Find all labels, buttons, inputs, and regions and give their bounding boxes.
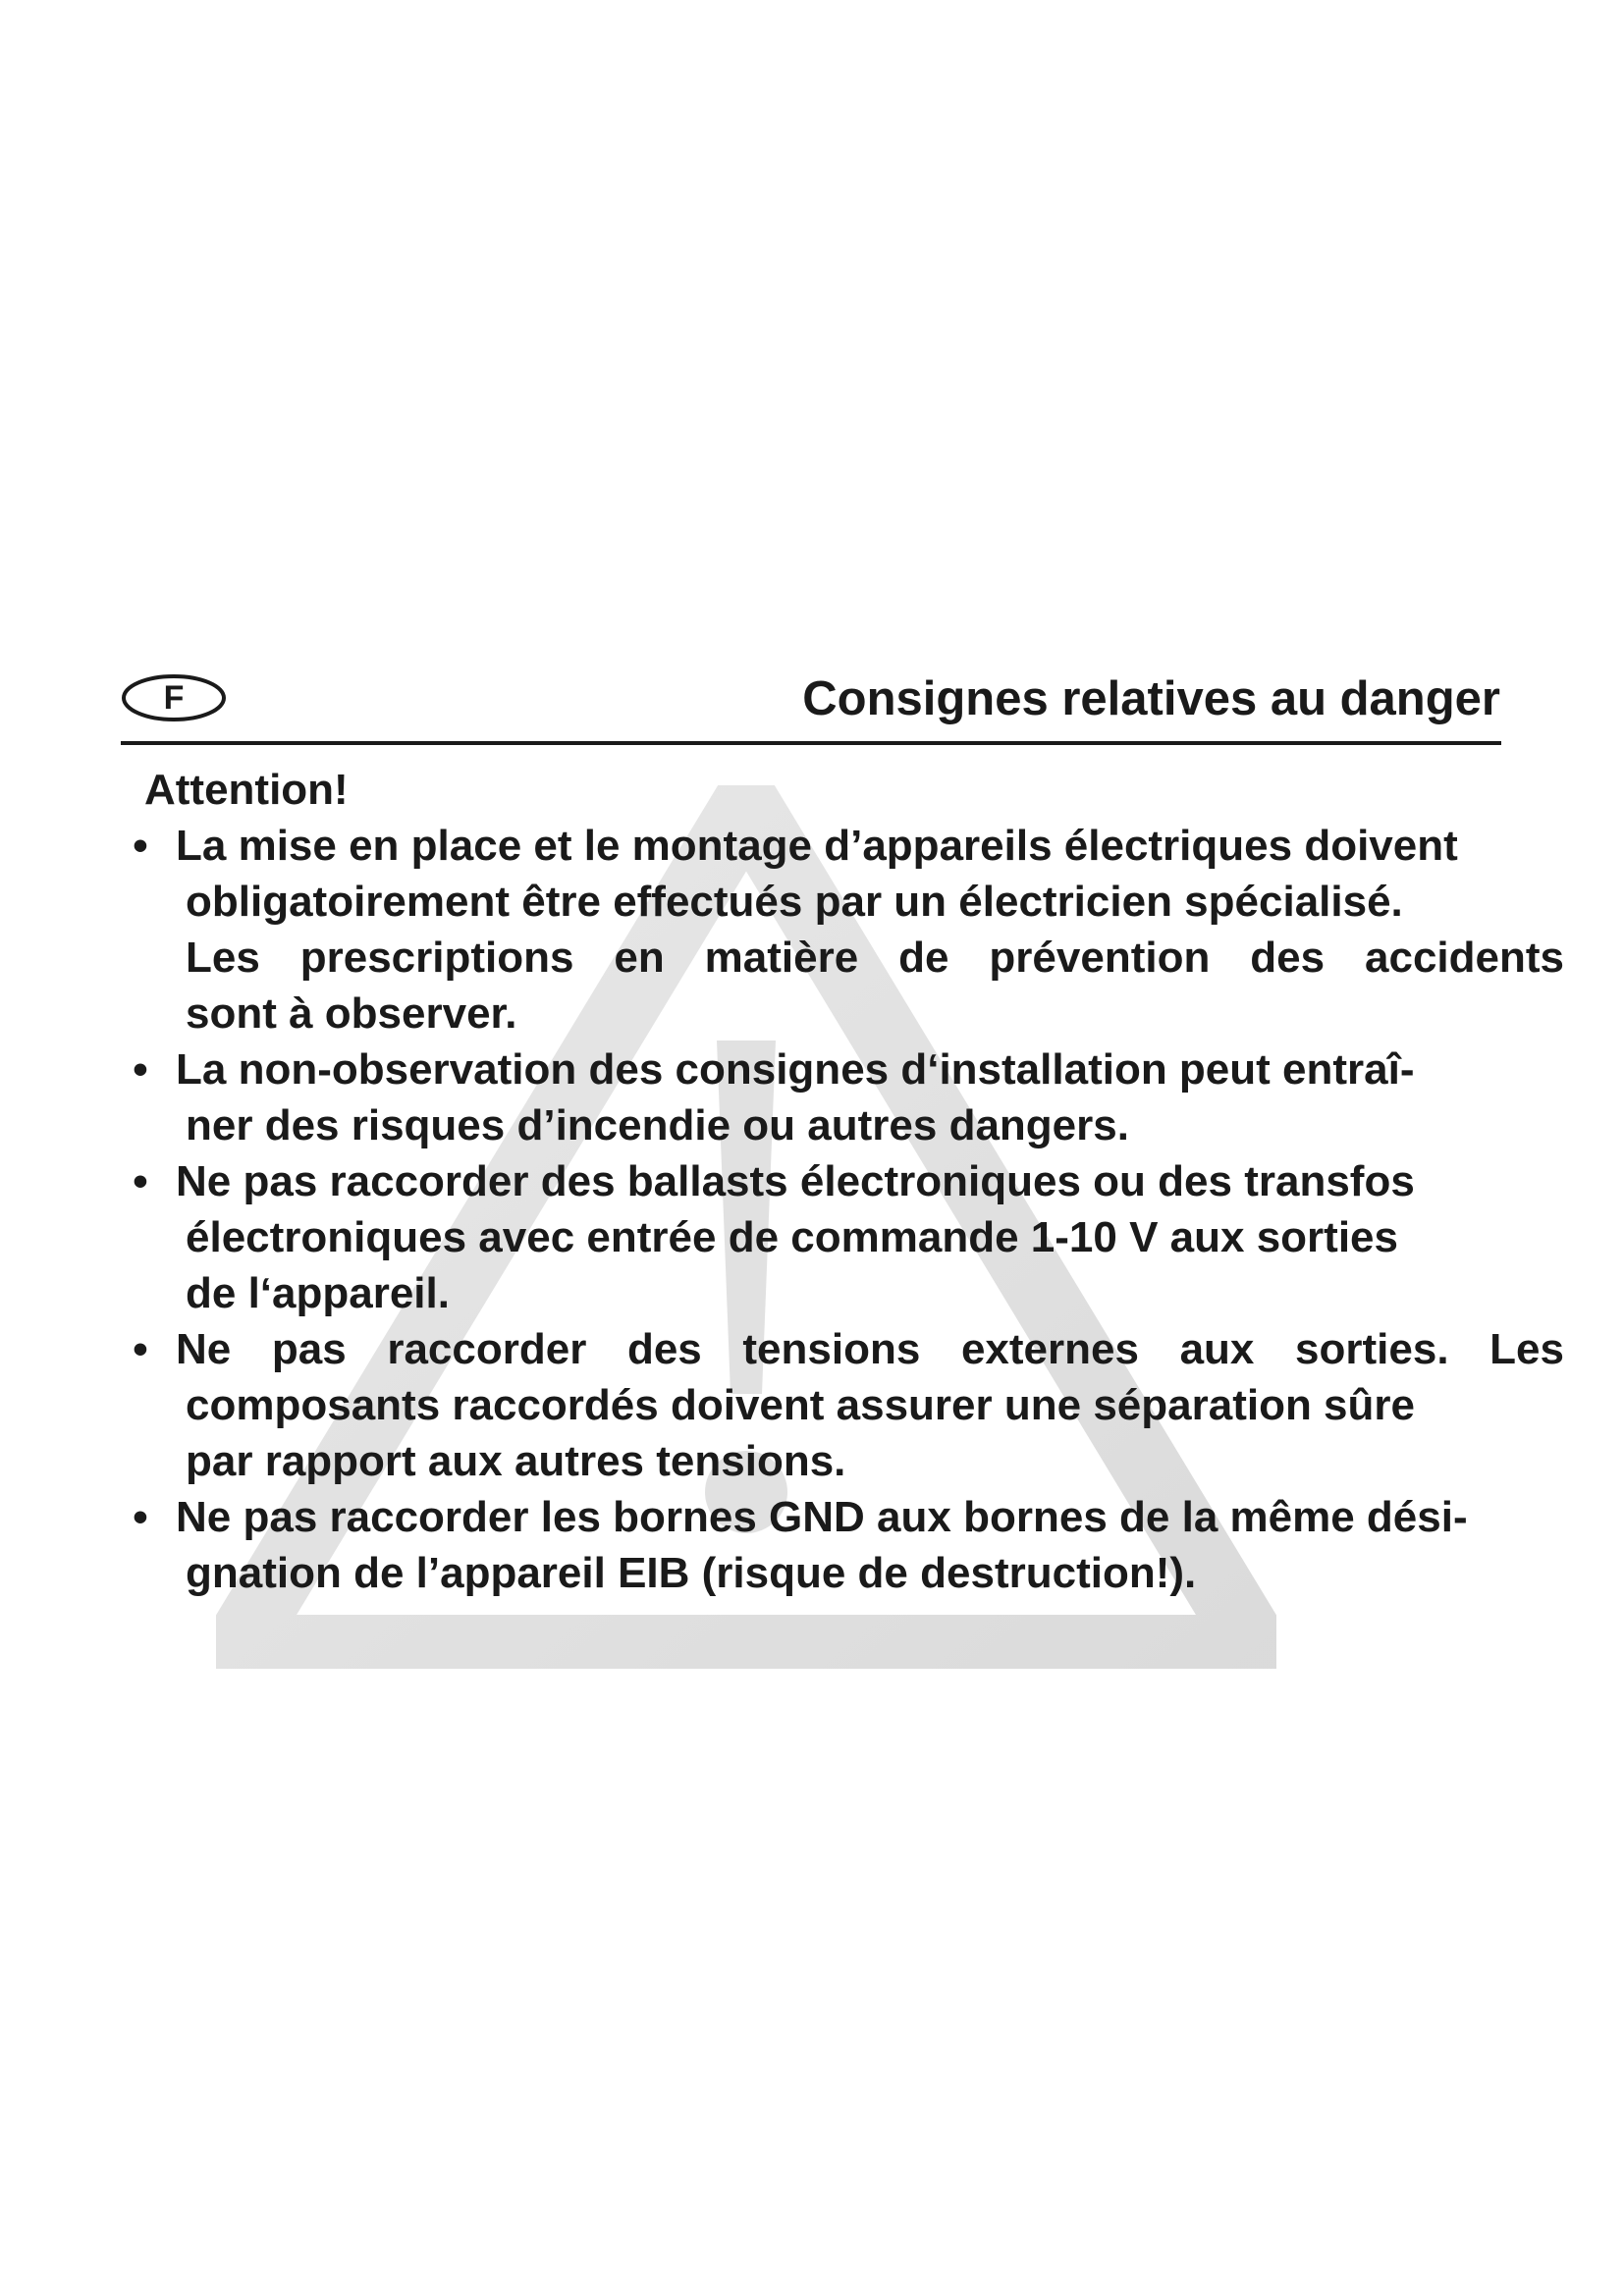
title-divider: [121, 741, 1501, 745]
attention-heading: Attention!: [144, 766, 349, 814]
language-letter: F: [163, 679, 185, 717]
list-item-line: Ne pas raccorder les bornes GND aux bornes de la même dési-: [176, 1493, 1468, 1541]
bullet-icon: •: [133, 1157, 148, 1205]
list-item: [121, 1153, 1564, 1321]
bullet-list: [121, 818, 1564, 1601]
page-title: Consignes relatives au danger: [802, 672, 1500, 725]
list-item-line: électroniques avec entrée de commande 1-10 V aux sorties: [186, 1213, 1398, 1261]
list-item-line: par rapport aux autres tensions.: [186, 1437, 846, 1485]
list-item-line: Ne pas raccorder des ballasts électroniques ou des transfos: [176, 1157, 1415, 1205]
list-item-line: Ne pas raccorder des tensions externes aux sorties. Les: [176, 1325, 1564, 1373]
list-item-line: Les prescriptions en matière de prévention des accidents: [186, 934, 1564, 982]
safety-instructions: [121, 762, 1564, 1601]
list-item-line: La non-observation des consignes d‘installation peut entraî-: [176, 1045, 1415, 1094]
list-item: [121, 1321, 1564, 1489]
list-item-line: obligatoirement être effectués par un électricien spécialisé.: [186, 878, 1403, 926]
list-item-line: La mise en place et le montage d’appareils électriques doivent: [176, 822, 1458, 870]
list-item-line: gnation de l’appareil EIB (risque de destruction!).: [186, 1549, 1197, 1597]
list-item: [121, 818, 1564, 1041]
bullet-icon: •: [133, 1045, 148, 1094]
language-badge: [121, 673, 227, 722]
list-item-line: composants raccordés doivent assurer une séparation sûre: [186, 1381, 1416, 1429]
bullet-icon: •: [133, 822, 148, 870]
list-item: [121, 1489, 1564, 1601]
bullet-icon: •: [133, 1493, 148, 1541]
list-item-line: ner des risques d’incendie ou autres dangers.: [186, 1101, 1129, 1149]
list-item: [121, 1041, 1564, 1153]
list-item-line: sont à observer.: [186, 989, 517, 1038]
bullet-icon: •: [133, 1325, 148, 1373]
list-item-line: de l‘appareil.: [186, 1269, 450, 1317]
